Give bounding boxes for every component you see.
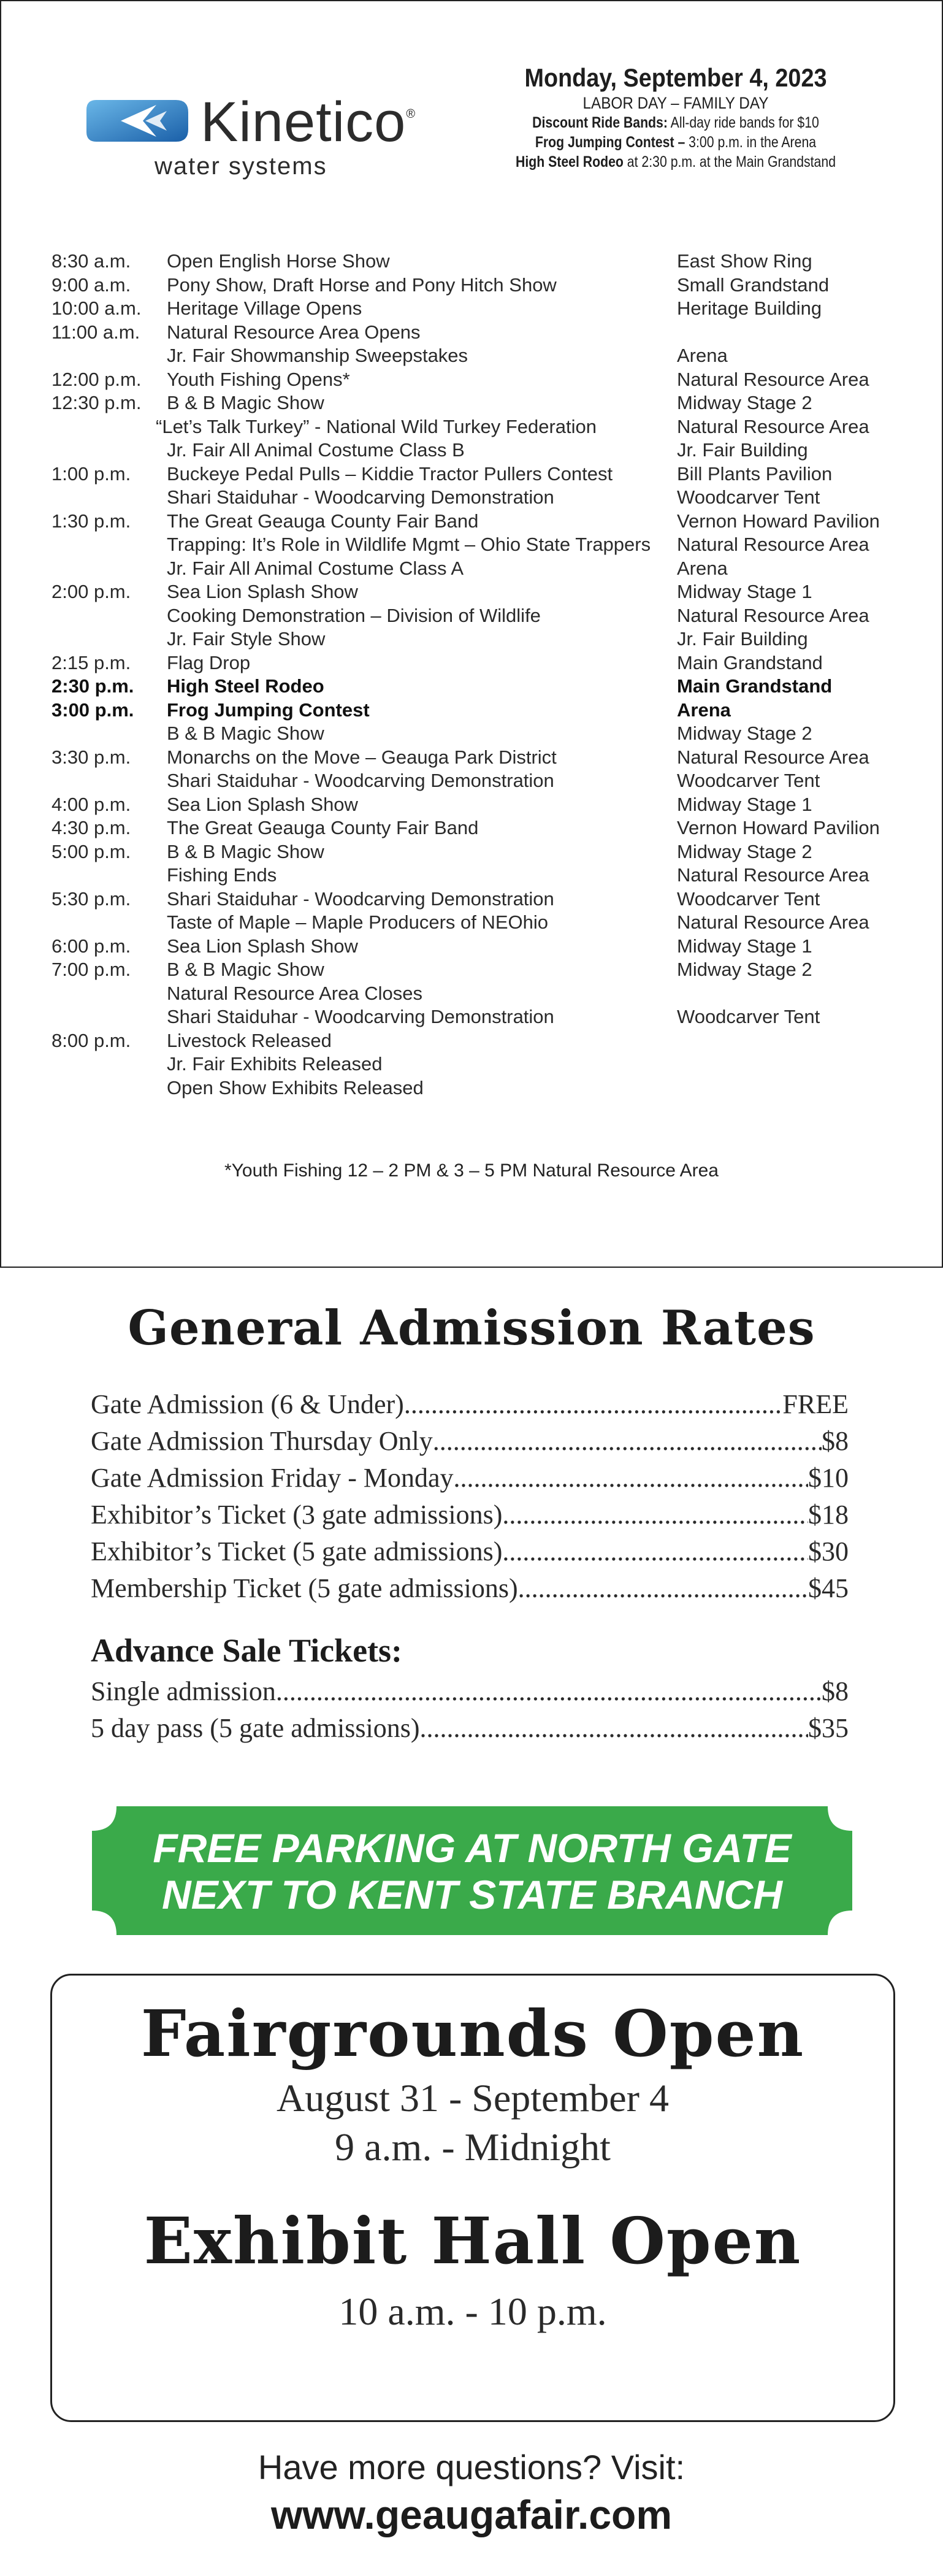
schedule-time: 7:00 p.m.: [52, 959, 131, 980]
schedule-location: Midway Stage 2: [677, 723, 812, 744]
schedule-row: [52, 722, 922, 746]
schedule-location: Natural Resource Area: [677, 534, 869, 555]
rate-row: Exhibitor’s Ticket (5 gate admissions) ..... $30: [91, 1533, 849, 1570]
schedule-location: Jr. Fair Building: [677, 628, 808, 650]
schedule-location: Midway Stage 1: [677, 793, 812, 815]
schedule-row: [52, 982, 922, 1006]
schedule-event: Pony Show, Draft Horse and Pony Hitch Show: [167, 274, 557, 296]
schedule-row: [52, 274, 922, 297]
schedule-location: Natural Resource Area: [677, 415, 869, 437]
schedule-row: [52, 321, 922, 345]
schedule-row: [52, 557, 922, 581]
schedule-row: [52, 250, 922, 274]
schedule-row: [52, 462, 922, 486]
schedule-row: [52, 391, 922, 415]
schedule-row: [52, 604, 922, 628]
schedule-time: 8:30 a.m.: [52, 250, 131, 272]
schedule-time: 8:00 p.m.: [52, 1029, 131, 1051]
schedule-row: [52, 746, 922, 770]
schedule-row: [52, 368, 922, 392]
schedule-row: [52, 935, 922, 959]
rate-row: Gate Admission (6 & Under) ..... FREE: [91, 1386, 849, 1423]
schedule-time: 4:30 p.m.: [52, 817, 131, 838]
schedule-row: [52, 1052, 922, 1076]
schedule-row: [52, 533, 922, 557]
schedule-event: Jr. Fair Style Show: [167, 628, 326, 650]
schedule-row: [52, 415, 922, 439]
schedule-location: Midway Stage 1: [677, 935, 812, 957]
schedule-row: [52, 816, 922, 840]
day-title: Monday, September 4, 2023: [524, 63, 827, 92]
schedule-event: Shari Staiduhar - Woodcarving Demonstration: [167, 887, 554, 910]
schedule-row: [52, 793, 922, 817]
schedule-event: B & B Magic Show: [167, 723, 324, 744]
schedule-location: Main Grandstand: [677, 651, 823, 673]
schedule-location: Small Grandstand: [677, 274, 830, 296]
day-note: Discount Ride Bands: All-day ride bands for $10: [532, 114, 819, 131]
schedule-location: Arena: [677, 699, 731, 721]
schedule-row: [52, 675, 922, 699]
schedule-row: [52, 1029, 922, 1053]
schedule-location: Midway Stage 2: [677, 959, 812, 980]
schedule-row: [52, 958, 922, 982]
rate-row: Gate Admission Thursday Only ..... $8: [91, 1423, 849, 1460]
kinetico-logo: [84, 90, 452, 182]
schedule-event: Jr. Fair All Animal Costume Class A: [167, 557, 464, 579]
schedule-event: The Great Geauga County Fair Band: [167, 510, 479, 532]
schedule-event: The Great Geauga County Fair Band: [167, 817, 479, 838]
schedule-row: [52, 486, 922, 510]
schedule-row: [52, 840, 922, 864]
schedule-location: Woodcarver Tent: [677, 770, 820, 791]
schedule-time: 3:30 p.m.: [52, 746, 131, 768]
schedule-location: Woodcarver Tent: [677, 486, 820, 508]
schedule-event: Cooking Demonstration – Division of Wildlife: [167, 604, 541, 626]
schedule-location: Main Grandstand: [677, 675, 833, 697]
schedule-event: Trapping: It’s Role in Wildlife Mgmt – Ohio State Trappers: [167, 534, 651, 555]
schedule-location: Arena: [677, 345, 728, 366]
schedule-location: Bill Plants Pavilion: [677, 462, 833, 485]
youth-fishing-footnote: *Youth Fishing 12 – 2 PM & 3 – 5 PM Natural Resource Area: [224, 1160, 719, 1181]
questions-text: Have more questions? Visit:: [258, 2448, 685, 2486]
schedule-time: 2:15 p.m.: [52, 651, 131, 673]
schedule-event: B & B Magic Show: [167, 392, 324, 413]
schedule-row: [52, 580, 922, 604]
rate-row: Exhibitor’s Ticket (3 gate admissions) ..... $18: [91, 1497, 849, 1533]
website-link[interactable]: www.geaugafair.com: [270, 2492, 673, 2537]
schedule-event: “Let’s Talk Turkey” - National Wild Turkey Federation: [156, 415, 597, 437]
schedule-event: Fishing Ends: [167, 864, 277, 886]
schedule-event: Monarchs on the Move – Geauga Park District: [167, 746, 557, 768]
advance-sale-title: Advance Sale Tickets:: [91, 1632, 403, 1669]
schedule-event: Flag Drop: [167, 651, 251, 673]
schedule-time: 3:00 p.m.: [52, 699, 134, 721]
day-note: Frog Jumping Contest – 3:00 p.m. in the Arena: [535, 134, 817, 151]
schedule-location: Vernon Howard Pavilion: [677, 510, 880, 532]
schedule-location: Natural Resource Area: [677, 368, 869, 390]
logo-wordmark: Kinetico®: [200, 91, 416, 153]
schedule-row: [52, 344, 922, 368]
fairgrounds-hours: 9 a.m. - Midnight: [335, 2125, 611, 2169]
schedule-time: 6:00 p.m.: [52, 935, 131, 957]
schedule-event: B & B Magic Show: [167, 959, 324, 980]
schedule-row: [52, 297, 922, 321]
day-header: [467, 63, 884, 172]
rate-row: Membership Ticket (5 gate admissions) ..... $45: [91, 1570, 849, 1607]
kinetico-logo-mark-icon: [84, 96, 191, 145]
schedule-event: Shari Staiduhar - Woodcarving Demonstration: [167, 770, 554, 791]
schedule-panel: [0, 0, 943, 1268]
schedule-time: 12:30 p.m.: [52, 392, 142, 413]
schedule-time: 5:30 p.m.: [52, 887, 131, 910]
free-parking-banner: [92, 1806, 852, 1935]
schedule-location: Natural Resource Area: [677, 911, 869, 933]
schedule-event: Open English Horse Show: [167, 250, 390, 272]
schedule-event: Youth Fishing Opens*: [167, 368, 350, 390]
schedule-row: [52, 699, 922, 723]
schedule-location: Vernon Howard Pavilion: [677, 817, 880, 838]
schedule-location: Heritage Building: [677, 297, 822, 319]
admission-rates: [91, 1386, 849, 1747]
schedule-event: Shari Staiduhar - Woodcarving Demonstration: [167, 1006, 554, 1027]
schedule-event: Shari Staiduhar - Woodcarving Demonstration: [167, 486, 554, 508]
schedule-event: High Steel Rodeo: [167, 675, 324, 697]
exhibit-hall-hours: 10 a.m. - 10 p.m.: [338, 2290, 607, 2333]
fairgrounds-open-title: Fairgrounds Open: [140, 1996, 805, 2071]
schedule-event: Jr. Fair All Animal Costume Class B: [167, 439, 465, 461]
schedule-location: Arena: [677, 557, 728, 579]
fairgrounds-dates: August 31 - September 4: [277, 2076, 669, 2120]
schedule-location: Natural Resource Area: [677, 864, 869, 886]
schedule-event: Heritage Village Opens: [167, 297, 362, 319]
schedule-time: 1:00 p.m.: [52, 462, 131, 485]
schedule-row: [52, 864, 922, 887]
schedule-event: Jr. Fair Showmanship Sweepstakes: [167, 345, 468, 366]
schedule-row: [52, 1076, 922, 1100]
schedule-time: 2:00 p.m.: [52, 581, 131, 602]
schedule-row: [52, 651, 922, 675]
schedule-row: [52, 769, 922, 793]
schedule-location: Midway Stage 2: [677, 392, 812, 413]
parking-line-1: FREE PARKING AT NORTH GATE: [153, 1825, 792, 1871]
schedule-time: 2:30 p.m.: [52, 675, 134, 697]
admission-title: General Admission Rates: [128, 1300, 815, 1356]
day-subtitle: LABOR DAY – FAMILY DAY: [582, 94, 769, 112]
schedule-time: 5:00 p.m.: [52, 840, 131, 862]
schedule-time: 12:00 p.m.: [52, 368, 142, 390]
schedule-event: Frog Jumping Contest: [167, 699, 370, 721]
schedule-list: [52, 250, 922, 1100]
schedule-row: [52, 887, 922, 911]
schedule-row: [52, 1005, 922, 1029]
schedule-time: 11:00 a.m.: [52, 321, 140, 343]
parking-line-2: NEXT TO KENT STATE BRANCH: [161, 1872, 782, 1917]
schedule-time: 9:00 a.m.: [52, 274, 131, 296]
schedule-location: Midway Stage 1: [677, 581, 812, 602]
schedule-row: [52, 510, 922, 534]
schedule-event: Open Show Exhibits Released: [167, 1076, 424, 1098]
schedule-event: Sea Lion Splash Show: [167, 935, 358, 957]
schedule-event: Livestock Released: [167, 1029, 332, 1051]
advance-rate-row: 5 day pass (5 gate admissions) ..... $35: [91, 1710, 849, 1747]
schedule-time: 4:00 p.m.: [52, 793, 131, 815]
schedule-time: 10:00 a.m.: [52, 297, 142, 319]
schedule-row: [52, 911, 922, 935]
hours-box: [50, 1974, 895, 2422]
exhibit-hall-open-title: Exhibit Hall Open: [143, 2203, 802, 2279]
schedule-location: Woodcarver Tent: [677, 887, 820, 910]
logo-tagline: water systems: [155, 153, 327, 180]
schedule-location: Jr. Fair Building: [677, 439, 808, 461]
schedule-location: East Show Ring: [677, 250, 812, 272]
schedule-event: B & B Magic Show: [167, 840, 324, 862]
schedule-row: [52, 627, 922, 651]
schedule-event: Natural Resource Area Opens: [167, 321, 421, 343]
day-note: High Steel Rodeo at 2:30 p.m. at the Main Grandstand: [515, 153, 836, 171]
rate-row: Gate Admission Friday - Monday ..... $10: [91, 1460, 849, 1497]
advance-rate-row: Single admission ..... $8: [91, 1673, 849, 1710]
schedule-event: Natural Resource Area Closes: [167, 982, 422, 1004]
schedule-location: Midway Stage 2: [677, 840, 812, 862]
schedule-row: [52, 439, 922, 462]
schedule-location: Natural Resource Area: [677, 604, 869, 626]
schedule-event: Sea Lion Splash Show: [167, 793, 358, 815]
schedule-location: Woodcarver Tent: [677, 1006, 820, 1027]
schedule-event: Taste of Maple – Maple Producers of NEOhio: [167, 911, 549, 933]
schedule-event: Jr. Fair Exhibits Released: [167, 1053, 383, 1075]
schedule-location: Natural Resource Area: [677, 746, 869, 768]
schedule-event: Sea Lion Splash Show: [167, 581, 358, 602]
schedule-event: Buckeye Pedal Pulls – Kiddie Tractor Pullers Contest: [167, 462, 613, 485]
schedule-time: 1:30 p.m.: [52, 510, 131, 532]
